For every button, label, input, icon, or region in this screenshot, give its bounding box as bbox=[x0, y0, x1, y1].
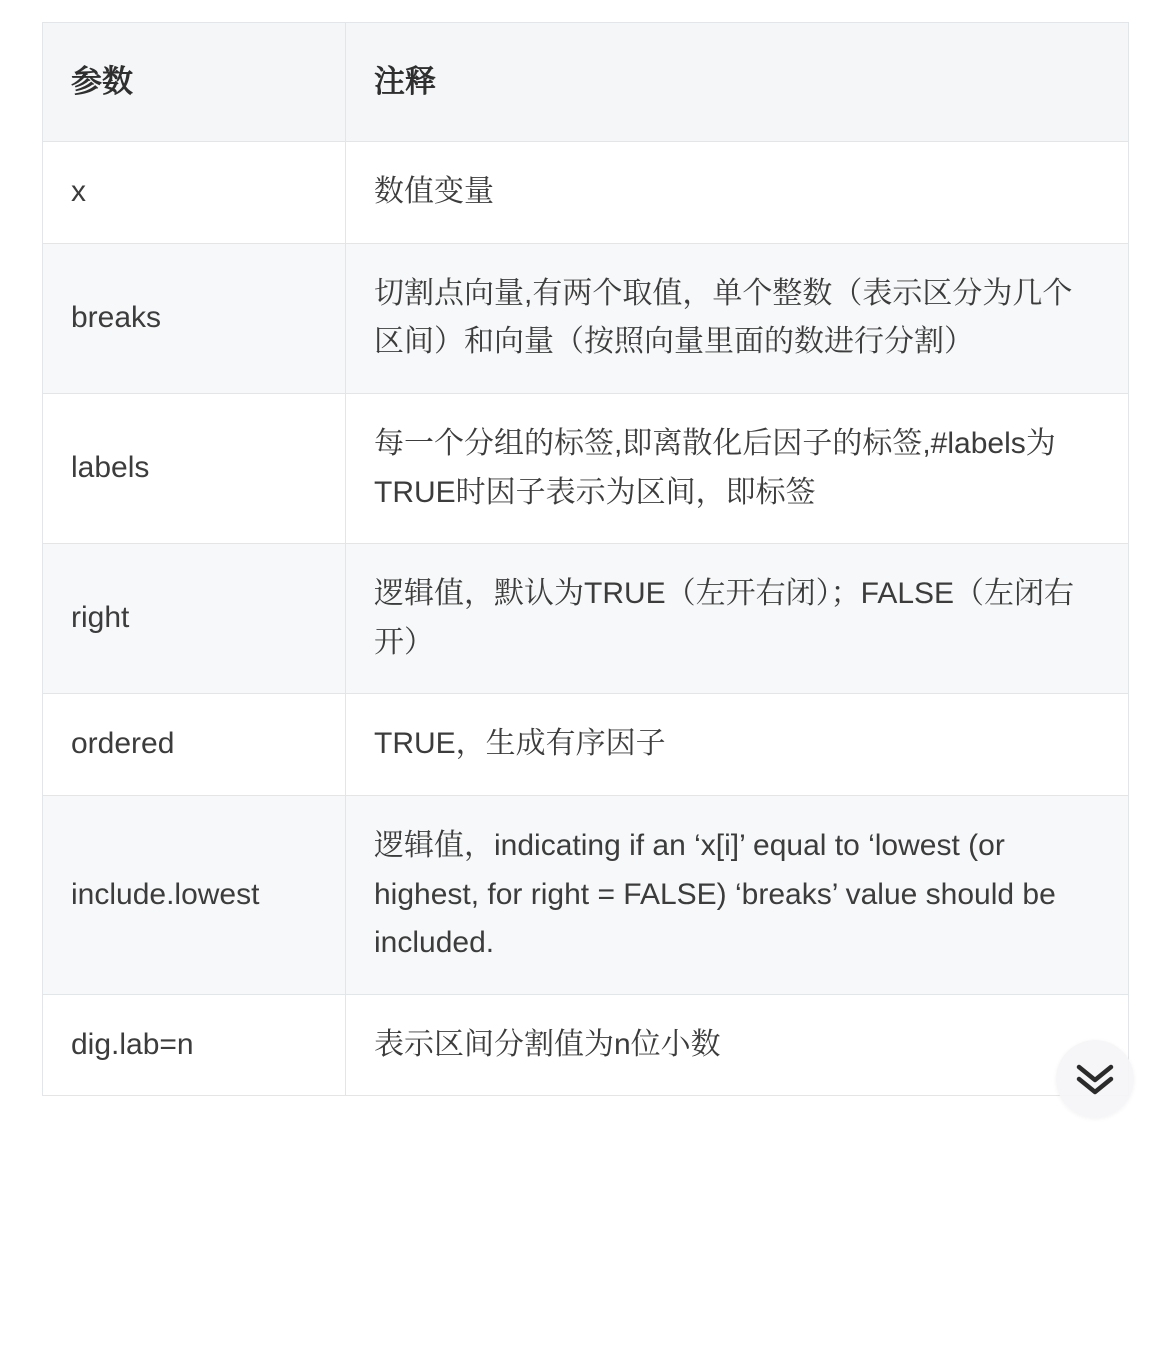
cell-param-desc: 切割点向量,有两个取值，单个整数（表示区分为几个区间）和向量（按照向量里面的数进行分割） bbox=[346, 243, 1129, 393]
cell-param-name: breaks bbox=[43, 243, 346, 393]
table-row bbox=[43, 243, 1129, 393]
table-row bbox=[43, 994, 1129, 1096]
cell-param-name: dig.lab=n bbox=[43, 994, 346, 1096]
column-header-desc: 注释 bbox=[346, 23, 1129, 142]
table-row bbox=[43, 795, 1129, 994]
cell-param-desc: 表示区间分割值为n位小数 bbox=[346, 994, 1129, 1096]
table-row bbox=[43, 544, 1129, 694]
cell-param-desc: TRUE，生成有序因子 bbox=[346, 694, 1129, 796]
table-body bbox=[43, 142, 1129, 1096]
cell-param-desc: 数值变量 bbox=[346, 142, 1129, 244]
scroll-down-button[interactable] bbox=[1056, 1040, 1134, 1118]
cell-param-desc: 逻辑值，默认为TRUE（左开右闭）；FALSE（左闭右开） bbox=[346, 544, 1129, 694]
cell-param-name: right bbox=[43, 544, 346, 694]
cell-param-desc: 每一个分组的标签,即离散化后因子的标签,#labels为TRUE时因子表示为区间，即标签 bbox=[346, 394, 1129, 544]
table-header bbox=[43, 23, 1129, 142]
cell-param-name: labels bbox=[43, 394, 346, 544]
column-header-param: 参数 bbox=[43, 23, 346, 142]
table-header-row bbox=[43, 23, 1129, 142]
table-row bbox=[43, 394, 1129, 544]
cell-param-name: x bbox=[43, 142, 346, 244]
table-row bbox=[43, 694, 1129, 796]
parameters-table bbox=[42, 22, 1129, 1096]
table-row bbox=[43, 142, 1129, 244]
cell-param-desc: 逻辑值，indicating if an ‘x[i]’ equal to ‘lowest (or highest, for right = FALSE) ‘breaks’ value should be included. bbox=[346, 795, 1129, 994]
cell-param-name: include.lowest bbox=[43, 795, 346, 994]
double-chevron-down-icon bbox=[1071, 1059, 1119, 1099]
cell-param-name: ordered bbox=[43, 694, 346, 796]
